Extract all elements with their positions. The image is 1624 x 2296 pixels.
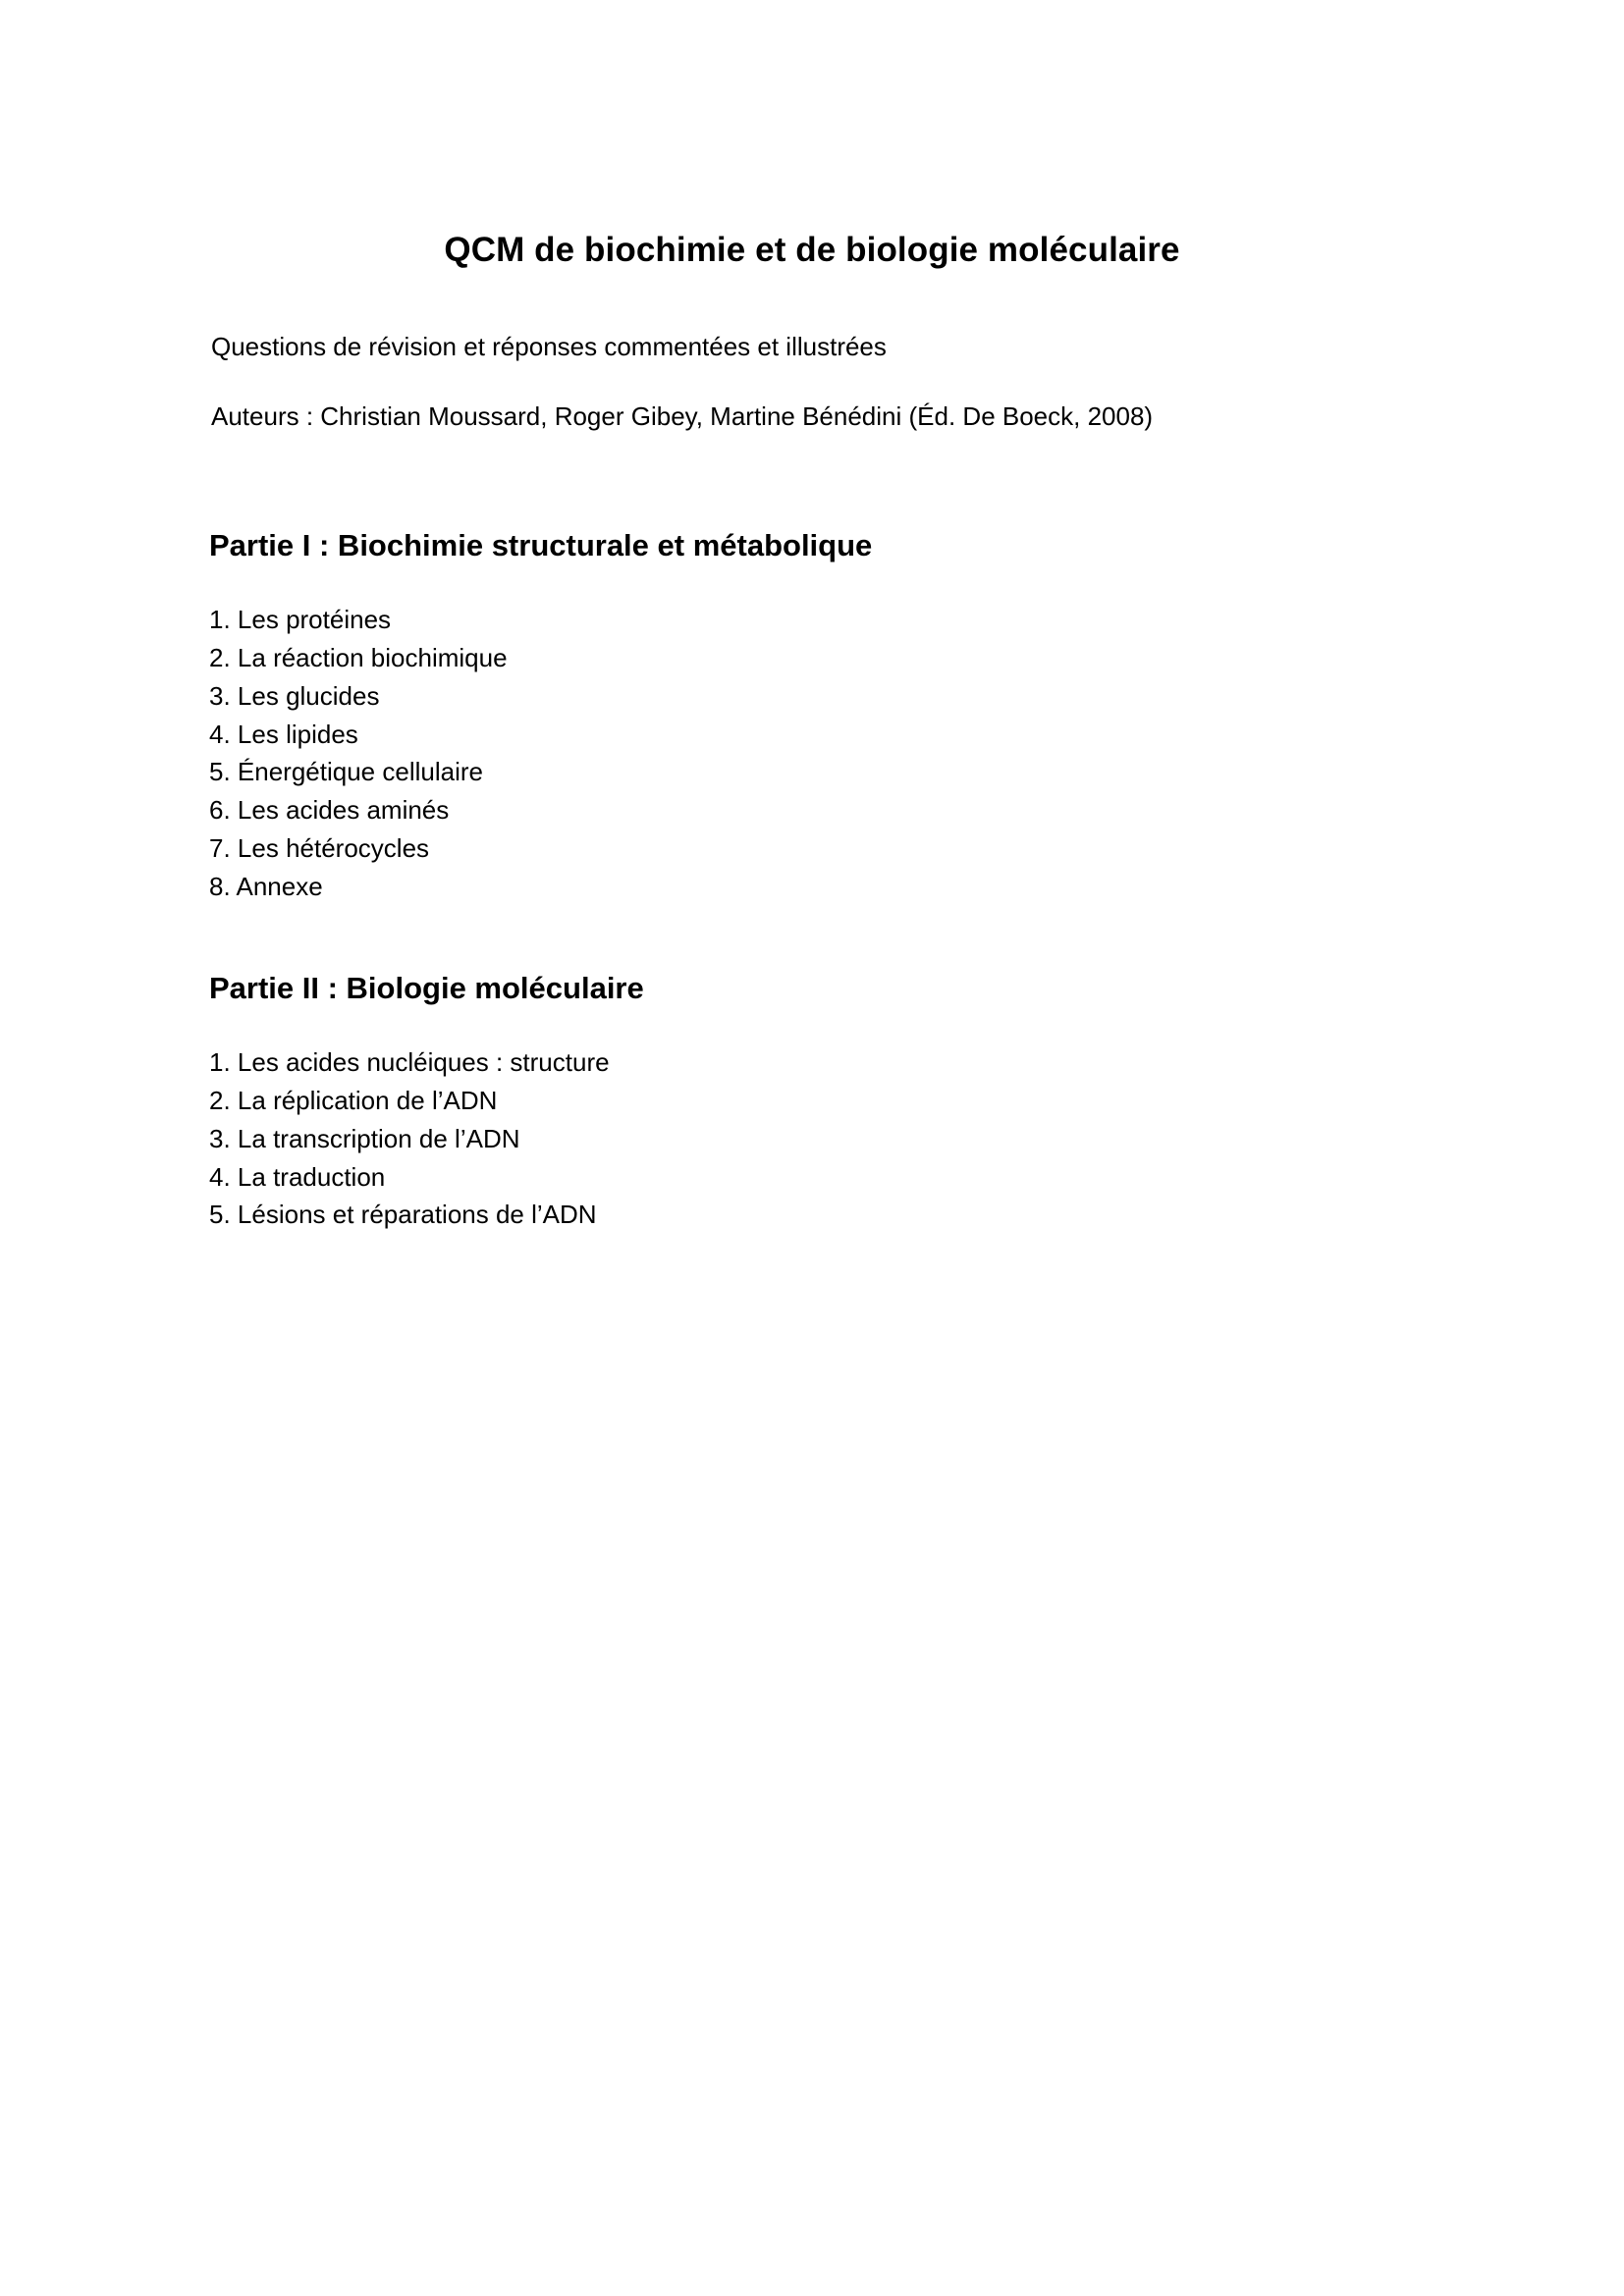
list-item-label: Annexe bbox=[236, 871, 323, 901]
list-item[interactable] bbox=[209, 601, 1436, 639]
section-partie-ii bbox=[209, 970, 1436, 1234]
list-item-label: Les acides nucléiques : structure bbox=[237, 1047, 610, 1078]
section-heading-partie-i: Partie I : Biochimie structurale et métabolique bbox=[209, 528, 873, 562]
document-meta bbox=[211, 328, 1438, 435]
list-item-number: 6. bbox=[209, 795, 231, 826]
list-item-label: Les protéines bbox=[237, 605, 392, 635]
toc-list-partie-i bbox=[209, 601, 1436, 905]
list-item-number: 8. bbox=[209, 871, 231, 901]
list-item-number: 1. bbox=[209, 1047, 231, 1078]
list-item[interactable] bbox=[209, 791, 1436, 829]
list-item-label: La réaction biochimique bbox=[237, 642, 508, 672]
list-item[interactable] bbox=[209, 1082, 1436, 1120]
section-heading-partie-ii: Partie II : Biologie moléculaire bbox=[209, 971, 644, 1005]
list-item[interactable] bbox=[209, 716, 1436, 754]
list-item-number: 4. bbox=[209, 719, 231, 749]
list-item[interactable] bbox=[209, 1196, 1436, 1234]
list-item-label: Les lipides bbox=[237, 719, 358, 749]
list-item-label: La réplication de l’ADN bbox=[237, 1085, 498, 1115]
page-title: QCM de biochimie et de biologie moléculaire bbox=[444, 231, 1180, 270]
list-item-number: 2. bbox=[209, 1085, 231, 1115]
document-subtitle: Questions de révision et réponses commentées et illustrées bbox=[211, 332, 887, 361]
list-item-number: 1. bbox=[209, 605, 231, 635]
list-item[interactable] bbox=[209, 639, 1436, 677]
toc-list-partie-ii bbox=[209, 1043, 1436, 1234]
list-item-label: Énergétique cellulaire bbox=[237, 757, 483, 787]
list-item-label: Les acides aminés bbox=[237, 795, 450, 826]
list-item[interactable] bbox=[209, 1158, 1436, 1197]
list-item-number: 2. bbox=[209, 642, 231, 672]
list-item-number: 3. bbox=[209, 1123, 231, 1153]
list-item-number: 5. bbox=[209, 757, 231, 787]
list-item-label: La traduction bbox=[237, 1161, 386, 1192]
list-item-number: 5. bbox=[209, 1200, 231, 1230]
list-item-label: La transcription de l’ADN bbox=[237, 1123, 520, 1153]
list-item[interactable] bbox=[209, 1043, 1436, 1082]
section-partie-i bbox=[209, 527, 1436, 906]
document-authors: Auteurs : Christian Moussard, Roger Gibey, Martine Bénédini (Éd. De Boeck, 2008) bbox=[211, 401, 1154, 431]
list-item[interactable] bbox=[209, 753, 1436, 791]
list-item[interactable] bbox=[209, 677, 1436, 716]
list-item[interactable] bbox=[209, 1120, 1436, 1158]
list-item[interactable] bbox=[209, 868, 1436, 906]
list-item-number: 7. bbox=[209, 832, 231, 863]
list-item[interactable] bbox=[209, 829, 1436, 868]
list-item-number: 4. bbox=[209, 1161, 231, 1192]
list-item-label: Les glucides bbox=[237, 680, 380, 711]
list-item-label: Les hétérocycles bbox=[237, 832, 430, 863]
list-item-number: 3. bbox=[209, 680, 231, 711]
list-item-label: Lésions et réparations de l’ADN bbox=[237, 1200, 597, 1230]
